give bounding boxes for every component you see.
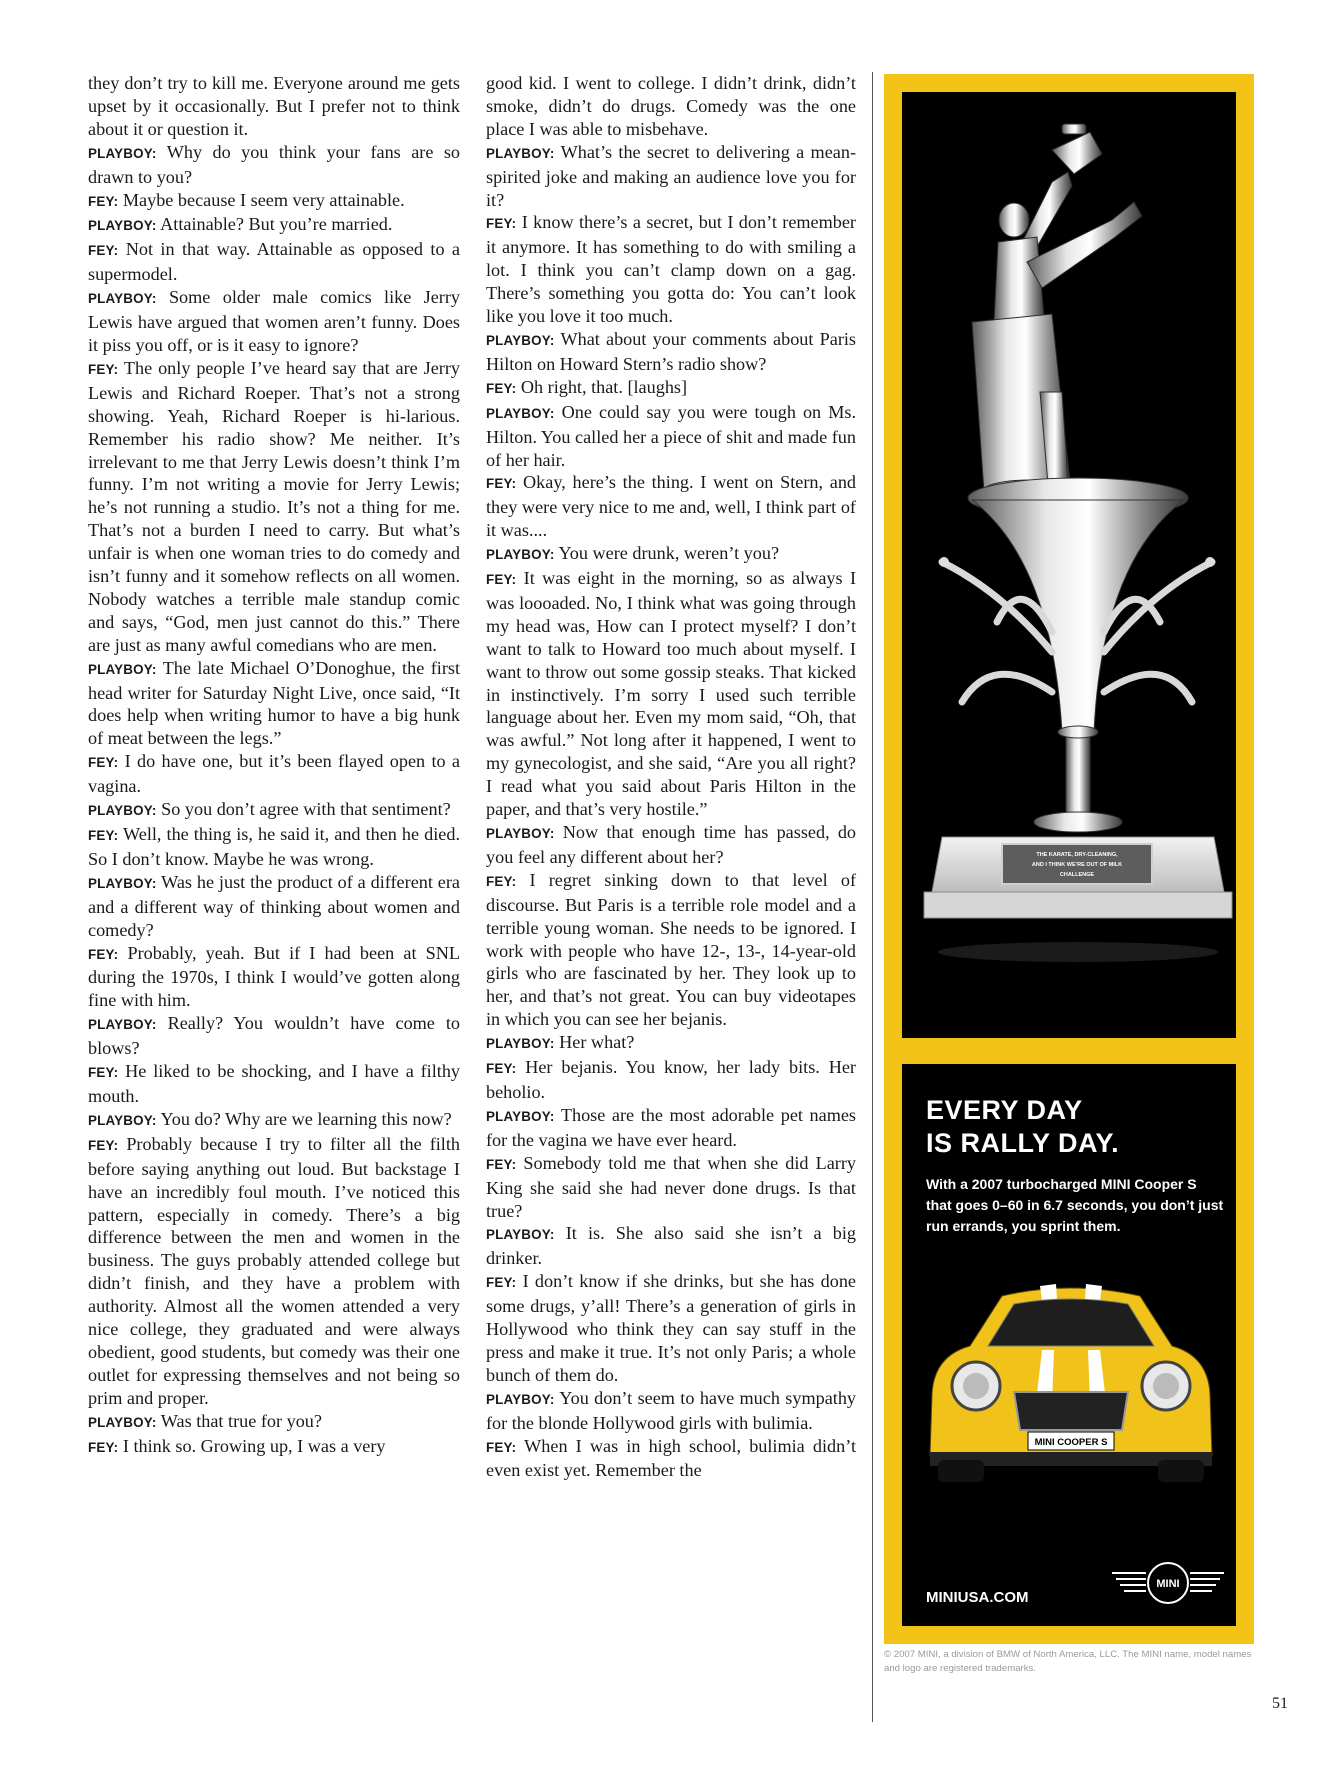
ad-headline-line-1: EVERY DAY: [926, 1095, 1083, 1125]
interview-paragraph: [486, 1056, 856, 1104]
interview-paragraph: [486, 1222, 856, 1270]
paragraph-text: You do? Why are we learning this now?: [160, 1108, 452, 1129]
interview-paragraph: [486, 1104, 856, 1152]
paragraph-text: You were drunk, weren’t you?: [558, 543, 780, 564]
speaker-label: PLAYBOY:: [486, 1391, 555, 1407]
speaker-label: PLAYBOY:: [88, 803, 157, 819]
speaker-label: PLAYBOY:: [88, 1414, 157, 1430]
interview-paragraph: [88, 1133, 460, 1410]
paragraph-text: It is. She also said she isn’t a big drinker.: [486, 1223, 856, 1269]
ad-url: MINIUSA.COM: [926, 1589, 1029, 1606]
speaker-label: FEY:: [88, 243, 119, 259]
speaker-label: FEY:: [486, 1275, 517, 1291]
speaker-label: PLAYBOY:: [486, 1108, 555, 1124]
paragraph-text: Was that true for you?: [160, 1410, 322, 1431]
paragraph-text: Those are the most adorable pet names for the vagina we have ever heard.: [486, 1104, 857, 1150]
paragraph-text: Somebody told me that when she did Larry King she said she had never done drugs. Is that true?: [486, 1152, 857, 1221]
interview-paragraph: [486, 401, 856, 472]
interview-paragraph: [88, 72, 460, 141]
paragraph-text: Why do you think your fans are so drawn to you?: [88, 141, 461, 187]
paragraph-text: Maybe because I seem very attainable.: [122, 189, 405, 210]
speaker-label: PLAYBOY:: [88, 145, 157, 161]
interview-paragraph: [88, 189, 460, 214]
interview-paragraph: [486, 1435, 856, 1483]
speaker-label: FEY:: [88, 946, 119, 962]
speaker-label: FEY:: [88, 828, 119, 843]
interview-paragraph: [88, 238, 460, 286]
paragraph-text: I think so. Growing up, I was a very: [122, 1435, 386, 1456]
paragraph-text: So you don’t agree with that sentiment?: [161, 799, 451, 820]
interview-paragraph: [88, 798, 460, 823]
paragraph-text: good kid. I went to college. I didn’t drink, didn’t smoke, didn’t do drugs. Comedy was the one place I was able to misbehave.: [486, 73, 856, 139]
paragraph-text: He liked to be shocking, and I have a filthy mouth.: [88, 1061, 461, 1106]
speaker-label: FEY:: [88, 755, 119, 771]
paragraph-text: Not in that way. Attainable as opposed to a supermodel.: [88, 239, 461, 285]
speaker-label: FEY:: [88, 1065, 119, 1081]
interview-paragraph: [88, 1012, 460, 1060]
speaker-label: PLAYBOY:: [486, 405, 555, 421]
interview-paragraph: [88, 213, 460, 238]
interview-paragraph: [88, 750, 460, 798]
interview-paragraph: [88, 1435, 460, 1460]
interview-paragraph: [486, 542, 856, 567]
paragraph-text: The only people I’ve heard say that are Jerry Lewis and Richard Roeper. That’s not a strong showing. Yeah, Richard Roeper is hi-larious. Remember his radio show? Me neither. It’s irrelevant to me that Jerry Lewis doesn’t think I’m funny. I’m not writing a movie for Jerry Lewis; he’s not running a studio. It’s not a thing for me. That’s not a burden I need to carry. But what’s unfair is when one woman tries to do comedy and isn’t funny and it somehow reflects on all women. Nobody watches a terrible male standup comic and says, “God, men just cannot do this.” There are just as many awful comedians who are men.: [88, 357, 461, 655]
speaker-label: FEY:: [486, 1156, 517, 1172]
paragraph-text: Attainable? But you’re married.: [160, 214, 393, 235]
interview-paragraph: [486, 141, 856, 212]
trophy-image-panel: [902, 92, 1236, 1038]
paragraph-text: Probably because I try to filter all the filth before saying anything out loud. But backstage I have an incredibly foul mouth. I’ve noticed this pattern, especially in comedy. There’s a big difference between the men and women in the business. The guys probably attended college but didn’t finish, and they have a problem with authority. Almost all the women attended a very nice college, they graduated and were always obedient, good students, but comedy was their one outlet for expressing themselves and not being so prim and proper.: [88, 1133, 460, 1408]
interview-paragraph: [486, 1152, 856, 1223]
trophy-illustration: [902, 92, 1236, 1038]
speaker-label: PLAYBOY:: [486, 1227, 555, 1243]
plaque-line-3: CHALLENGE: [1059, 872, 1095, 878]
interview-paragraph: [88, 1108, 460, 1133]
speaker-label: FEY:: [486, 1439, 517, 1455]
paragraph-text: One could say you were tough on Ms. Hilton. You called her a piece of shit and made fun of her hair.: [486, 401, 857, 470]
interview-paragraph: [88, 871, 460, 942]
plaque-line-2: AND I THINK WE’RE OUT OF MILK: [1031, 862, 1123, 868]
speaker-label: FEY:: [88, 1439, 119, 1455]
speaker-label: FEY:: [486, 572, 517, 588]
paragraph-text: Really? You wouldn’t have come to blows?: [88, 1013, 461, 1059]
interview-paragraph: [486, 1387, 856, 1435]
speaker-label: PLAYBOY:: [88, 291, 157, 307]
interview-paragraph: [88, 823, 460, 871]
speaker-label: PLAYBOY:: [486, 332, 555, 348]
paragraph-text: When I was in high school, bulimia didn’t even exist yet. Remember the: [486, 1435, 857, 1481]
paragraph-text: Some older male comics like Jerry Lewis have argued that women aren’t funny. Does it piss you off, or is it easy to ignore?: [88, 287, 460, 355]
paragraph-text: Was he just the product of a different era and a different way of thinking about women and comedy?: [88, 871, 460, 940]
speaker-label: PLAYBOY:: [88, 218, 157, 234]
interview-paragraph: [486, 471, 856, 542]
interview-paragraph: [88, 657, 460, 751]
ad-legal-text: © 2007 MINI, a division of BMW of North America, LLC. The MINI name, model names and logo are registered trademarks.: [884, 1649, 1252, 1674]
speaker-label: FEY:: [486, 476, 517, 492]
interview-paragraph: [486, 376, 856, 401]
speaker-label: PLAYBOY:: [486, 1036, 555, 1052]
mini-cooper-car-image: [910, 1274, 1230, 1484]
paragraph-text: I do have one, but it’s been flayed open to a vagina.: [88, 751, 461, 797]
speaker-label: PLAYBOY:: [88, 1112, 157, 1128]
paragraph-text: It was eight in the morning, so as always I was loooaded. No, I think what was going through my head was, How can I protect myself? I don’t want to talk to Howard too much about myself. I want to throw out some gossip steaks. That kicked in instinctively. I’m sorry I used such terrible language about her. Even my mom said, “Oh, that was awful.” Not long after it happened, I went to my gynecologist, and she said, “Are you all right? I read what you said about Paris Hilton in the paper, and that’s very hostile.”: [486, 568, 856, 820]
ad-headline-line-2: IS RALLY DAY.: [926, 1128, 1120, 1158]
paragraph-text: Probably, yeah. But if I had been at SNL during the 1970s, I think I would’ve gotten along fine with him.: [88, 942, 461, 1011]
article-column-2: [486, 72, 856, 1482]
ad-headline: [926, 1094, 1226, 1160]
interview-paragraph: [88, 286, 460, 357]
paragraph-text: What’s the secret to delivering a mean-spirited joke and making an audience love you for it?: [486, 141, 857, 210]
mini-ad-panel: [902, 1064, 1236, 1626]
mini-logo-icon: [1108, 1559, 1228, 1607]
interview-paragraph: [486, 567, 856, 821]
speaker-label: PLAYBOY:: [88, 1017, 157, 1033]
page-number: 51: [1272, 1695, 1288, 1712]
paragraph-text: Okay, here’s the thing. I went on Stern, and they were very nice to me and, well, I think part of it was....: [486, 472, 857, 541]
speaker-label: FEY:: [88, 193, 119, 209]
interview-paragraph: [486, 1031, 856, 1056]
interview-paragraph: [486, 328, 856, 376]
speaker-label: PLAYBOY:: [486, 145, 555, 161]
paragraph-text: they don’t try to kill me. Everyone around me gets upset by it occasionally. But I prefer not to think about it or question it.: [88, 73, 460, 139]
mini-advertisement: [884, 74, 1254, 1644]
paragraph-text: I don’t know if she drinks, but she has done some drugs, y’all! There’s a generation of girls in Hollywood who think they can say stuff in the press and make it true. It’s not only Paris; a whole bunch of them do.: [486, 1271, 856, 1385]
paragraph-text: I know there’s a secret, but I don’t remember it anymore. It has something to do with smiling a lot. I think you can’t clamp down on a gag. There’s something you gotta do: You can’t look like you love it too much.: [486, 212, 856, 327]
speaker-label: FEY:: [88, 1137, 119, 1153]
interview-paragraph: [486, 821, 856, 869]
speaker-label: PLAYBOY:: [88, 875, 157, 891]
paragraph-text: I regret sinking down to that level of discourse. But Paris is a terrible role model and a terrible young woman. She needs to be ignored. I work with people who have 12-, 13-, 14-year-old girls who are fascinated by her. They look up to her, and that’s not great. You can buy videotapes in which you can see her bejanis.: [486, 869, 856, 1030]
mini-logo-text: MINI: [1156, 1578, 1180, 1590]
speaker-label: PLAYBOY:: [88, 661, 157, 677]
paragraph-text: You don’t seem to have much sympathy for the blonde Hollywood girls with bulimia.: [486, 1387, 857, 1433]
interview-paragraph: [88, 357, 460, 657]
interview-paragraph: [486, 869, 856, 1031]
paragraph-text: Oh right, that. [laughs]: [520, 376, 688, 397]
paragraph-text: Her bejanis. You know, her lady bits. Her beholio.: [486, 1057, 856, 1102]
column-divider: [872, 72, 873, 1722]
speaker-label: FEY:: [486, 380, 517, 396]
paragraph-text: The late Michael O’Donoghue, the first head writer for Saturday Night Live, once said, “It does help when writing humor to have a big hunk of meat between the legs.”: [88, 657, 461, 749]
interview-paragraph: [88, 942, 460, 1013]
speaker-label: PLAYBOY:: [486, 547, 555, 563]
speaker-label: FEY:: [486, 1061, 517, 1077]
interview-paragraph: [486, 211, 856, 328]
interview-paragraph: [88, 1060, 460, 1108]
speaker-label: FEY:: [486, 216, 517, 232]
interview-paragraph: [486, 1270, 856, 1387]
speaker-label: FEY:: [88, 361, 119, 377]
plaque-line-1: THE KARATE, DRY-CLEANING,: [1036, 852, 1118, 858]
license-plate: MINI COOPER S: [1034, 1437, 1108, 1448]
paragraph-text: Well, the thing is, he said it, and then he died. So I don’t know. Maybe he was wrong.: [88, 824, 461, 869]
speaker-label: PLAYBOY:: [486, 826, 555, 841]
interview-paragraph: [486, 72, 856, 141]
ad-body-copy: With a 2007 turbocharged MINI Cooper S that goes 0–60 in 6.7 seconds, you don’t just run errands, you sprint them.: [926, 1176, 1224, 1234]
speaker-label: FEY:: [486, 873, 517, 889]
article-column-1: [88, 72, 460, 1459]
paragraph-text: Now that enough time has passed, do you feel any different about her?: [486, 822, 857, 867]
interview-paragraph: [88, 141, 460, 189]
paragraph-text: What about your comments about Paris Hilton on Howard Stern’s radio show?: [486, 328, 857, 374]
paragraph-text: Her what?: [559, 1032, 635, 1053]
interview-paragraph: [88, 1410, 460, 1435]
